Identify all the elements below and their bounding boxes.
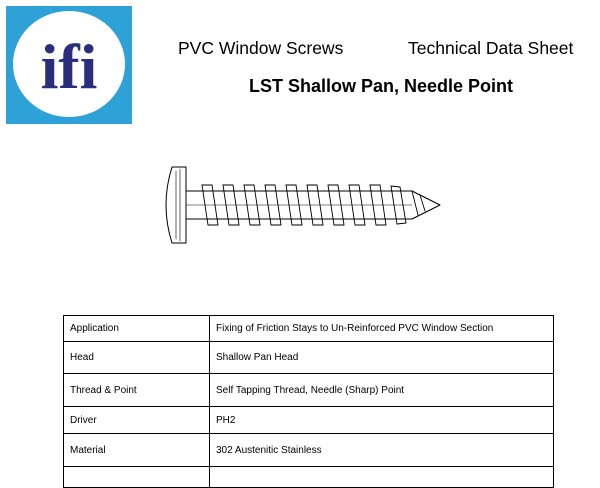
spec-label [64, 467, 210, 488]
product-category: PVC Window Screws [178, 38, 344, 58]
spec-label: Thread & Point [64, 374, 210, 407]
table-row [64, 374, 554, 407]
spec-value [210, 467, 554, 488]
screw-drawing [150, 155, 450, 255]
spec-value: Shallow Pan Head [210, 342, 554, 374]
table-row [64, 467, 554, 488]
ifi-logo-graphic [6, 6, 132, 124]
spec-value: 302 Austenitic Stainless [210, 434, 554, 467]
spec-value: Fixing of Friction Stays to Un-Reinforced PVC Window Section [210, 316, 554, 342]
document-type: Technical Data Sheet [408, 38, 574, 58]
table-row [64, 434, 554, 467]
spec-label: Driver [64, 407, 210, 434]
table-row [64, 407, 554, 434]
spec-label: Application [64, 316, 210, 342]
logo-text: ifi [40, 31, 98, 102]
spec-label: Material [64, 434, 210, 467]
spec-value: Self Tapping Thread, Needle (Sharp) Point [210, 374, 554, 407]
spec-label: Head [64, 342, 210, 374]
table-row [64, 316, 554, 342]
table-row [64, 342, 554, 374]
spec-table [63, 315, 554, 488]
ifi-logo [6, 6, 132, 124]
screw-point [412, 191, 440, 219]
page-title: LST Shallow Pan, Needle Point [249, 76, 514, 96]
spec-value: PH2 [210, 407, 554, 434]
